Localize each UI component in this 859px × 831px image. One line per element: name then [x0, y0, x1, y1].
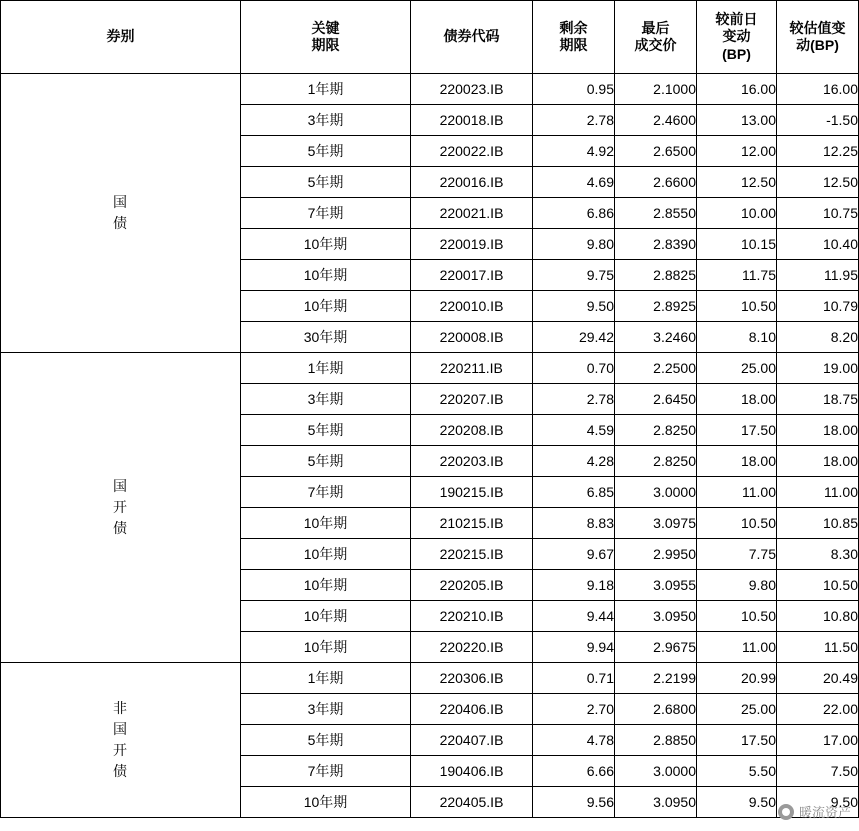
last-price-cell: 3.0950	[615, 601, 697, 632]
valuation-change-cell: 11.00	[777, 477, 859, 508]
bond-code-cell: 220022.IB	[411, 136, 533, 167]
watermark-label: 暖流资产	[798, 805, 851, 820]
remaining-term-cell: 9.67	[533, 539, 615, 570]
last-price-cell: 2.8825	[615, 260, 697, 291]
daily-change-cell: 5.50	[697, 756, 777, 787]
last-price-cell: 3.0975	[615, 508, 697, 539]
remaining-term-cell: 9.50	[533, 291, 615, 322]
key-term-cell: 10年期	[241, 260, 411, 291]
bond-type-char: 开	[113, 499, 128, 515]
remaining-term-cell: 6.66	[533, 756, 615, 787]
valuation-change-cell: 10.79	[777, 291, 859, 322]
table-row	[1, 663, 859, 694]
bond-type-char: 国	[113, 478, 128, 494]
valuation-change-cell: 18.00	[777, 415, 859, 446]
last-price-cell: 2.8550	[615, 198, 697, 229]
key-term-cell: 3年期	[241, 694, 411, 725]
bond-type-char: 非	[113, 700, 128, 716]
column-header-code	[411, 1, 533, 74]
header-text: 券别	[106, 28, 135, 45]
bond-code-cell: 190215.IB	[411, 477, 533, 508]
remaining-term-cell: 6.85	[533, 477, 615, 508]
daily-change-cell: 7.75	[697, 539, 777, 570]
daily-change-cell: 10.50	[697, 291, 777, 322]
column-header-remaining-term	[533, 1, 615, 74]
last-price-cell: 2.2500	[615, 353, 697, 384]
header-text: 动(BP)	[796, 37, 839, 53]
daily-change-cell: 10.15	[697, 229, 777, 260]
valuation-change-cell: 17.00	[777, 725, 859, 756]
header-text: 最后	[641, 19, 670, 36]
daily-change-cell: 18.00	[697, 384, 777, 415]
key-term-cell: 10年期	[241, 632, 411, 663]
daily-change-cell: 25.00	[697, 353, 777, 384]
bond-type-cell	[1, 663, 241, 818]
last-price-cell: 3.0000	[615, 477, 697, 508]
bond-code-cell: 220023.IB	[411, 74, 533, 105]
remaining-term-cell: 9.75	[533, 260, 615, 291]
bond-code-cell: 220016.IB	[411, 167, 533, 198]
last-price-cell: 2.1000	[615, 74, 697, 105]
header-text: 关键	[311, 19, 340, 36]
bond-code-cell: 220018.IB	[411, 105, 533, 136]
bond-code-cell: 220407.IB	[411, 725, 533, 756]
daily-change-cell: 11.00	[697, 477, 777, 508]
last-price-cell: 3.0950	[615, 787, 697, 818]
remaining-term-cell: 4.92	[533, 136, 615, 167]
bond-code-cell: 220207.IB	[411, 384, 533, 415]
column-header-valuation-change	[777, 1, 859, 74]
remaining-term-cell: 6.86	[533, 198, 615, 229]
table-header	[1, 1, 859, 74]
header-text: 较估值变	[789, 19, 846, 36]
last-price-cell: 2.9950	[615, 539, 697, 570]
key-term-cell: 1年期	[241, 663, 411, 694]
remaining-term-cell: 4.28	[533, 446, 615, 477]
key-term-cell: 1年期	[241, 74, 411, 105]
valuation-change-cell: 10.75	[777, 198, 859, 229]
remaining-term-cell: 9.44	[533, 601, 615, 632]
remaining-term-cell: 4.59	[533, 415, 615, 446]
daily-change-cell: 17.50	[697, 415, 777, 446]
daily-change-cell: 9.50	[697, 787, 777, 818]
daily-change-cell: 25.00	[697, 694, 777, 725]
key-term-cell: 7年期	[241, 198, 411, 229]
table-row	[1, 74, 859, 105]
header-text: 成交价	[634, 37, 677, 53]
header-row	[1, 1, 859, 74]
valuation-change-cell: 7.50	[777, 756, 859, 787]
key-term-cell: 7年期	[241, 756, 411, 787]
valuation-change-cell: 12.50	[777, 167, 859, 198]
key-term-cell: 3年期	[241, 384, 411, 415]
last-price-cell: 2.8250	[615, 415, 697, 446]
daily-change-cell: 11.75	[697, 260, 777, 291]
key-term-cell: 5年期	[241, 167, 411, 198]
table-body	[1, 74, 859, 818]
daily-change-cell: 13.00	[697, 105, 777, 136]
bond-type-char: 开	[113, 742, 128, 758]
header-text: 债券代码	[443, 28, 500, 45]
valuation-change-cell: -1.50	[777, 105, 859, 136]
daily-change-cell: 12.50	[697, 167, 777, 198]
header-text: 变动	[722, 28, 751, 45]
remaining-term-cell: 29.42	[533, 322, 615, 353]
key-term-cell: 10年期	[241, 570, 411, 601]
key-term-cell: 5年期	[241, 446, 411, 477]
valuation-change-cell: 8.20	[777, 322, 859, 353]
valuation-change-cell: 16.00	[777, 74, 859, 105]
daily-change-cell: 20.99	[697, 663, 777, 694]
bond-code-cell: 220405.IB	[411, 787, 533, 818]
daily-change-cell: 11.00	[697, 632, 777, 663]
table-row	[1, 353, 859, 384]
column-header-daily-change	[697, 1, 777, 74]
last-price-cell: 2.6800	[615, 694, 697, 725]
daily-change-cell: 10.50	[697, 601, 777, 632]
bond-code-cell: 210215.IB	[411, 508, 533, 539]
key-term-cell: 10年期	[241, 601, 411, 632]
valuation-change-cell: 22.00	[777, 694, 859, 725]
valuation-change-cell: 11.95	[777, 260, 859, 291]
column-header-last-price	[615, 1, 697, 74]
remaining-term-cell: 2.78	[533, 384, 615, 415]
key-term-cell: 1年期	[241, 353, 411, 384]
key-term-cell: 10年期	[241, 539, 411, 570]
column-header-term	[241, 1, 411, 74]
key-term-cell: 5年期	[241, 415, 411, 446]
key-term-cell: 10年期	[241, 229, 411, 260]
last-price-cell: 2.6500	[615, 136, 697, 167]
valuation-change-cell: 12.25	[777, 136, 859, 167]
bond-code-cell: 220008.IB	[411, 322, 533, 353]
remaining-term-cell: 9.18	[533, 570, 615, 601]
key-term-cell: 10年期	[241, 508, 411, 539]
last-price-cell: 2.2199	[615, 663, 697, 694]
remaining-term-cell: 8.83	[533, 508, 615, 539]
column-header-type	[1, 1, 241, 74]
key-term-cell: 30年期	[241, 322, 411, 353]
bond-code-cell: 190406.IB	[411, 756, 533, 787]
last-price-cell: 2.9675	[615, 632, 697, 663]
last-price-cell: 2.8925	[615, 291, 697, 322]
header-text: (BP)	[722, 45, 751, 62]
bond-code-cell: 220203.IB	[411, 446, 533, 477]
daily-change-cell: 10.00	[697, 198, 777, 229]
valuation-change-cell: 18.00	[777, 446, 859, 477]
bond-code-cell: 220306.IB	[411, 663, 533, 694]
key-term-cell: 5年期	[241, 136, 411, 167]
bond-code-cell: 220021.IB	[411, 198, 533, 229]
bond-code-cell: 220019.IB	[411, 229, 533, 260]
valuation-change-cell: 8.30	[777, 539, 859, 570]
remaining-term-cell: 9.56	[533, 787, 615, 818]
last-price-cell: 3.0000	[615, 756, 697, 787]
daily-change-cell: 17.50	[697, 725, 777, 756]
header-text: 剩余	[559, 19, 588, 36]
key-term-cell: 10年期	[241, 291, 411, 322]
key-term-cell: 7年期	[241, 477, 411, 508]
bond-code-cell: 220010.IB	[411, 291, 533, 322]
bond-type-char: 债	[113, 215, 128, 231]
bond-type-char: 债	[113, 520, 128, 536]
valuation-change-cell: 10.85	[777, 508, 859, 539]
bond-code-cell: 220211.IB	[411, 353, 533, 384]
daily-change-cell: 9.80	[697, 570, 777, 601]
daily-change-cell: 18.00	[697, 446, 777, 477]
last-price-cell: 2.8250	[615, 446, 697, 477]
key-term-cell: 3年期	[241, 105, 411, 136]
bond-type-cell	[1, 74, 241, 353]
bond-type-char: 债	[113, 763, 128, 779]
last-price-cell: 2.8390	[615, 229, 697, 260]
bond-code-cell: 220017.IB	[411, 260, 533, 291]
key-term-cell: 10年期	[241, 787, 411, 818]
daily-change-cell: 10.50	[697, 508, 777, 539]
bond-code-cell: 220210.IB	[411, 601, 533, 632]
bond-code-cell: 220205.IB	[411, 570, 533, 601]
header-text: 期限	[311, 37, 340, 53]
remaining-term-cell: 2.78	[533, 105, 615, 136]
remaining-term-cell: 2.70	[533, 694, 615, 725]
last-price-cell: 3.2460	[615, 322, 697, 353]
last-price-cell: 2.6600	[615, 167, 697, 198]
valuation-change-cell: 10.40	[777, 229, 859, 260]
remaining-term-cell: 0.70	[533, 353, 615, 384]
remaining-term-cell: 4.69	[533, 167, 615, 198]
valuation-change-cell: 10.50	[777, 570, 859, 601]
remaining-term-cell: 4.78	[533, 725, 615, 756]
daily-change-cell: 16.00	[697, 74, 777, 105]
last-price-cell: 2.4600	[615, 105, 697, 136]
bond-type-cell	[1, 353, 241, 663]
valuation-change-cell: 18.75	[777, 384, 859, 415]
bond-type-char: 国	[113, 194, 128, 210]
bond-code-cell: 220220.IB	[411, 632, 533, 663]
last-price-cell: 2.8850	[615, 725, 697, 756]
remaining-term-cell: 9.80	[533, 229, 615, 260]
valuation-change-cell: 10.80	[777, 601, 859, 632]
valuation-change-cell: 11.50	[777, 632, 859, 663]
key-term-cell: 5年期	[241, 725, 411, 756]
header-text: 较前日	[715, 10, 758, 27]
bond-code-cell: 220215.IB	[411, 539, 533, 570]
daily-change-cell: 12.00	[697, 136, 777, 167]
last-price-cell: 3.0955	[615, 570, 697, 601]
remaining-term-cell: 0.71	[533, 663, 615, 694]
header-text: 期限	[559, 37, 588, 53]
valuation-change-cell: 19.00	[777, 353, 859, 384]
remaining-term-cell: 9.94	[533, 632, 615, 663]
bond-type-char: 国	[113, 721, 128, 737]
bond-code-cell: 220208.IB	[411, 415, 533, 446]
remaining-term-cell: 0.95	[533, 74, 615, 105]
daily-change-cell: 8.10	[697, 322, 777, 353]
last-price-cell: 2.6450	[615, 384, 697, 415]
bond-code-cell: 220406.IB	[411, 694, 533, 725]
valuation-change-cell: 9.50	[777, 787, 859, 818]
valuation-change-cell: 20.49	[777, 663, 859, 694]
